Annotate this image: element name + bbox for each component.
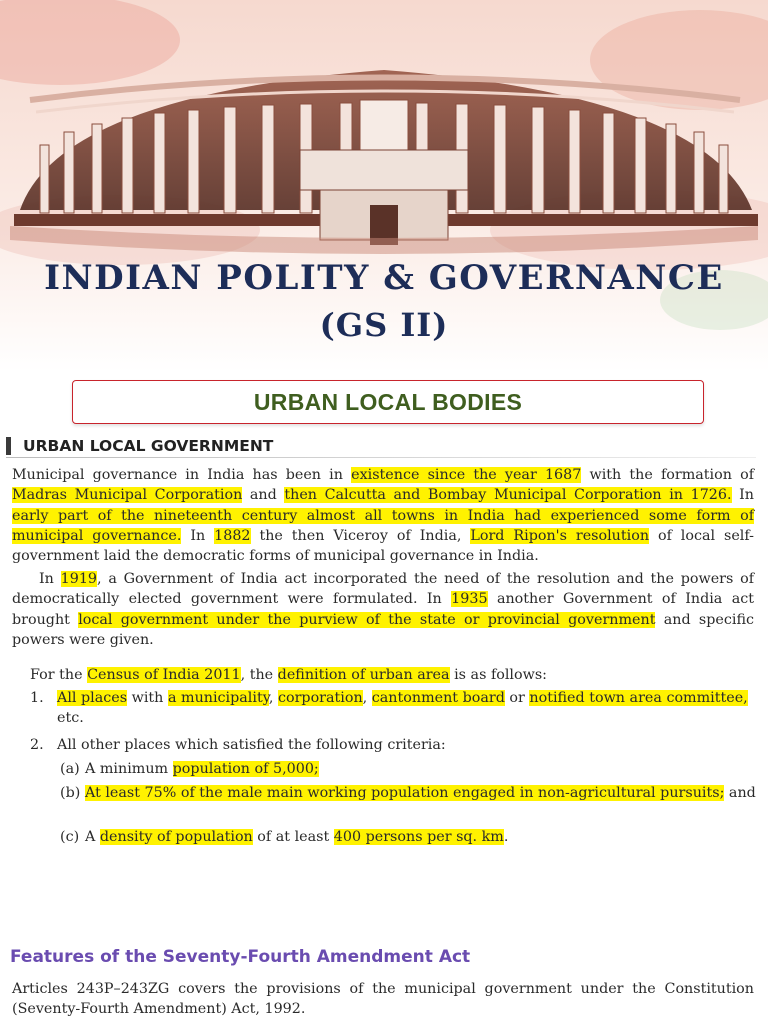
highlight: 1919 — [60, 571, 98, 587]
highlight: At least 75% of the male main working population engaged in non-agricultural pursuits; — [85, 785, 725, 801]
list-item — [30, 688, 748, 726]
highlight: local government under the purview of the state or provincial government — [78, 611, 656, 628]
sub-list-text — [85, 827, 765, 847]
text-run: or — [504, 690, 530, 706]
chapter-title-box — [72, 380, 704, 424]
sub-list-text — [85, 759, 765, 779]
highlight: 400 persons per sq. km — [333, 829, 504, 845]
highlight: early part of the nineteenth century almost all towns in India had experienced some form of municipal governance. — [12, 507, 754, 544]
highlight: Madras Municipal Corporation — [12, 487, 243, 504]
highlight: All places — [57, 690, 128, 706]
text-run: . — [503, 829, 509, 845]
features-heading: Features of the Seventy-Fourth Amendment Act — [10, 947, 471, 967]
page-title: INDIAN POLITY & GOVERNANCE — [44, 258, 724, 298]
sub-list-text — [85, 783, 765, 803]
paragraph-features: Articles 243P–243ZG covers the provisions of the municipal government under the Constitution (Seventy-Fourth Amendment) Act, 1992. — [12, 981, 754, 1018]
highlight: notified town area committee, — [529, 690, 748, 706]
highlight: then Calcutta and Bombay Municipal Corporation in 1726. — [284, 487, 732, 504]
text-run: , the — [240, 667, 278, 683]
highlight: a municipality — [167, 690, 269, 706]
highlight: definition of urban area — [277, 667, 450, 683]
sub-list-item — [60, 827, 509, 847]
section-divider — [6, 457, 756, 458]
text-run: of local self-government laid the democratic forms of municipal governance in India. — [12, 527, 754, 565]
highlight: existence since the year 1687 — [351, 467, 582, 483]
highlight: density of population — [99, 829, 253, 845]
highlight: population of 5,000; — [172, 761, 319, 777]
text-run: of at least — [252, 829, 334, 845]
text-run: and — [724, 785, 756, 801]
highlight: Census of India 2011 — [87, 667, 241, 683]
text-run: the then Viceroy of India, — [250, 527, 471, 544]
text-run: and specific powers were given. — [12, 611, 754, 648]
text-run: Municipal governance in India has been in — [12, 467, 352, 483]
text-run: , — [268, 690, 278, 706]
sub-list-item — [60, 759, 319, 779]
sub-list-label: (b) — [60, 785, 81, 801]
sub-list-label: (c) — [60, 829, 80, 845]
sub-list-item — [60, 783, 756, 803]
list-intro — [30, 665, 547, 685]
text-run: with — [127, 690, 168, 706]
text-run: and — [242, 487, 285, 504]
text-run: In — [39, 571, 61, 587]
sub-list-label: (a) — [60, 761, 80, 777]
page-subtitle: (GS II) — [319, 306, 449, 344]
list-item-text — [57, 688, 757, 728]
list-item — [30, 735, 446, 755]
paragraph-acts — [12, 569, 754, 650]
list-number: 2. — [30, 737, 44, 753]
text-run: is as follows: — [449, 667, 547, 683]
paragraph-history — [12, 465, 754, 566]
section-marker — [6, 437, 11, 455]
text-run: , a Government of India act incorporated the need of the resolution and the powers of democratically elected government were formulated. In — [12, 571, 754, 608]
text-run: In — [731, 487, 754, 504]
highlight: 1935 — [451, 591, 488, 608]
text-run: A minimum — [85, 761, 173, 777]
highlight: corporation — [277, 690, 363, 706]
text-run: etc. — [57, 710, 84, 726]
text-run: another Government of India act brought — [12, 591, 755, 628]
highlight: cantonment board — [371, 690, 505, 706]
highlight: Lord Ripon's resolution — [470, 527, 650, 544]
section-heading — [6, 435, 756, 457]
chapter-title: URBAN LOCAL BODIES — [253, 388, 523, 415]
text-run: For the — [30, 667, 88, 683]
text-run: with the formation of — [581, 467, 754, 483]
highlight: 1882 — [214, 527, 251, 544]
list-item-text: All other places which satisfied the following criteria: — [57, 737, 446, 753]
text-run: A — [85, 829, 100, 845]
text-run: In — [181, 527, 215, 544]
list-number: 1. — [30, 690, 44, 706]
section-heading-label: URBAN LOCAL GOVERNMENT — [23, 437, 274, 455]
text-run: , — [362, 690, 372, 706]
